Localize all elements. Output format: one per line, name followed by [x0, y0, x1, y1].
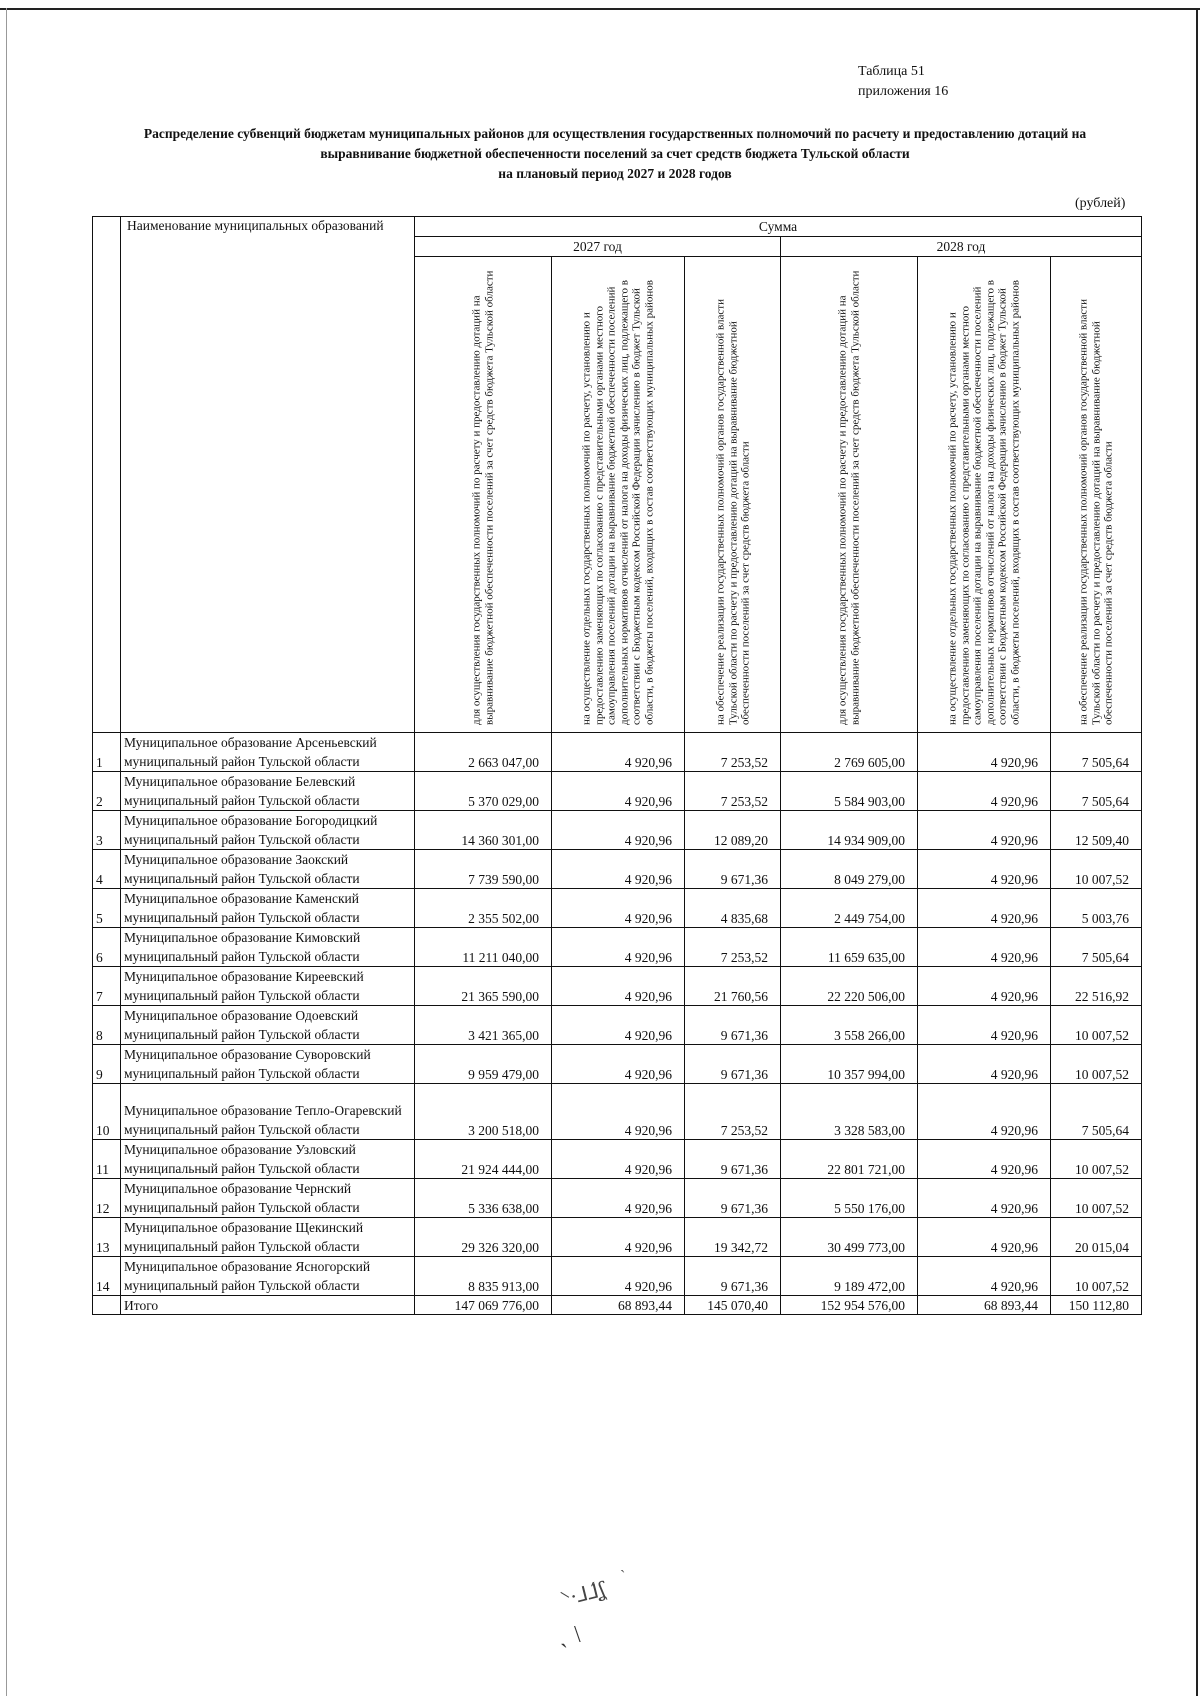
municipality-name: Муниципальное образование Арсеньевский муниципальный район Тульской области [121, 733, 415, 772]
col-header-2028-main: для осуществления государственных полномочий по расчету и предоставлению дотаций на выравнивание бюджетной обеспеченности поселений за счет средств бюджета Тульской области [781, 257, 918, 733]
amount-cell: 30 499 773,00 [781, 1218, 918, 1257]
amount-cell: 4 920,96 [918, 850, 1051, 889]
amount-cell: 4 920,96 [918, 1084, 1051, 1140]
amount-cell: 9 671,36 [685, 1045, 781, 1084]
total-label: Итого [121, 1296, 415, 1315]
year-2027-header: 2027 год [415, 237, 781, 257]
amount-cell: 7 505,64 [1051, 1084, 1142, 1140]
subvention-table [92, 216, 1142, 1315]
amount-cell: 12 509,40 [1051, 811, 1142, 850]
row-number: 4 [93, 850, 121, 889]
sum-header: Сумма [415, 217, 1142, 237]
amount-cell: 10 357 994,00 [781, 1045, 918, 1084]
amount-cell: 2 355 502,00 [415, 889, 552, 928]
amount-cell: 4 920,96 [918, 967, 1051, 1006]
amount-cell: 29 326 320,00 [415, 1218, 552, 1257]
amount-cell: 4 920,96 [552, 850, 685, 889]
amount-cell: 5 370 029,00 [415, 772, 552, 811]
municipality-name: Муниципальное образование Одоевский муниципальный район Тульской области [121, 1006, 415, 1045]
total-value: 152 954 576,00 [781, 1296, 918, 1315]
total-value: 145 070,40 [685, 1296, 781, 1315]
page-border-left [6, 8, 7, 1696]
amount-cell: 20 015,04 [1051, 1218, 1142, 1257]
table-row [93, 811, 1142, 850]
table-row [93, 1257, 1142, 1296]
amount-cell: 7 253,52 [685, 1084, 781, 1140]
title-line-2: выравнивание бюджетной обеспеченности поселений за счет средств бюджета Тульской области [320, 146, 910, 161]
amount-cell: 19 342,72 [685, 1218, 781, 1257]
table-row [93, 1179, 1142, 1218]
amount-cell: 10 007,52 [1051, 1257, 1142, 1296]
row-number: 5 [93, 889, 121, 928]
amount-cell: 2 449 754,00 [781, 889, 918, 928]
amount-cell: 3 421 365,00 [415, 1006, 552, 1045]
table-row [93, 1045, 1142, 1084]
amount-cell: 9 959 479,00 [415, 1045, 552, 1084]
amount-cell: 9 671,36 [685, 1179, 781, 1218]
amount-cell: 11 659 635,00 [781, 928, 918, 967]
amount-cell: 7 253,52 [685, 928, 781, 967]
amount-cell: 4 920,96 [552, 1045, 685, 1084]
col-header-2027-ndfl: на осуществление отдельных государственных полномочий по расчету, установлению и предоставлению заменяющих по согласованию с представительными органами местного самоуправления поселений дотации на выравнивание бюджетной обеспеченности поселений дополнительных нормативов отчислений от налога на доходы физических лиц, подлежащего в соответствии с Бюджетным кодексом Российской Федерации зачислению в бюджет Тульской области, в бюджеты поселений, входящих в состав соответствующих муниципальных районов [552, 257, 685, 733]
col-header-2028-ndfl: на осуществление отдельных государственных полномочий по расчету, установлению и предоставлению заменяющих по согласованию с представительными органами местного самоуправления поселений дотации на выравнивание бюджетной обеспеченности поселений дополнительных нормативов отчислений от налога на доходы физических лиц, подлежащего в соответствии с Бюджетным кодексом Российской Федерации зачислению в бюджет Тульской области, в бюджеты поселений, входящих в состав соответствующих муниципальных районов [918, 257, 1051, 733]
row-number: 6 [93, 928, 121, 967]
municipality-name: Муниципальное образование Тепло-Огаревский муниципальный район Тульской области [121, 1084, 415, 1140]
amount-cell: 7 253,52 [685, 772, 781, 811]
amount-cell: 3 558 266,00 [781, 1006, 918, 1045]
amount-cell: 4 835,68 [685, 889, 781, 928]
amount-cell: 10 007,52 [1051, 1140, 1142, 1179]
amount-cell: 4 920,96 [918, 1006, 1051, 1045]
amount-cell: 21 365 590,00 [415, 967, 552, 1006]
table-number: Таблица 51 [858, 64, 925, 79]
row-number-header [93, 217, 121, 733]
row-number: 3 [93, 811, 121, 850]
municipality-name: Муниципальное образование Заокский муниципальный район Тульской области [121, 850, 415, 889]
document-title [90, 124, 1140, 184]
amount-cell: 9 671,36 [685, 850, 781, 889]
page-border-top [0, 8, 1200, 10]
municipality-name: Муниципальное образование Ясногорский муниципальный район Тульской области [121, 1257, 415, 1296]
amount-cell: 4 920,96 [552, 928, 685, 967]
table-row [93, 967, 1142, 1006]
municipality-name: Муниципальное образование Киреевский муниципальный район Тульской области [121, 967, 415, 1006]
col-header-2028-admin: на обеспечение реализации государственных полномочий органов государственной власти Тульской области по расчету и предоставлению дотаций на выравнивание бюджетной обеспеченности поселений за счет средств бюджета области [1051, 257, 1142, 733]
col-header-2027-admin: на обеспечение реализации государственных полномочий органов государственной власти Тульской области по расчету и предоставлению дотаций на выравнивание бюджетной обеспеченности поселений за счет средств бюджета области [685, 257, 781, 733]
amount-cell: 14 360 301,00 [415, 811, 552, 850]
amount-cell: 4 920,96 [552, 1179, 685, 1218]
table-row [93, 850, 1142, 889]
amount-cell: 4 920,96 [552, 1140, 685, 1179]
amount-cell: 10 007,52 [1051, 850, 1142, 889]
amount-cell: 7 505,64 [1051, 772, 1142, 811]
amount-cell: 22 801 721,00 [781, 1140, 918, 1179]
table-row [93, 1218, 1142, 1257]
currency-unit: (рублей) [1075, 196, 1126, 211]
amount-cell: 11 211 040,00 [415, 928, 552, 967]
amount-cell: 2 663 047,00 [415, 733, 552, 772]
amount-cell: 4 920,96 [918, 1257, 1051, 1296]
row-number: 1 [93, 733, 121, 772]
municipality-name: Муниципальное образование Узловский муниципальный район Тульской области [121, 1140, 415, 1179]
amount-cell: 3 200 518,00 [415, 1084, 552, 1140]
table-row [93, 1006, 1142, 1045]
amount-cell: 7 253,52 [685, 733, 781, 772]
row-number: 9 [93, 1045, 121, 1084]
table-body [93, 733, 1142, 1296]
municipality-name: Муниципальное образование Суворовский муниципальный район Тульской области [121, 1045, 415, 1084]
amount-cell: 4 920,96 [918, 889, 1051, 928]
table-row [93, 1140, 1142, 1179]
amount-cell: 22 220 506,00 [781, 967, 918, 1006]
col-header-2027-main: для осуществления государственных полномочий по расчету и предоставлению дотаций на выравнивание бюджетной обеспеченности поселений за счет средств бюджета Тульской области [415, 257, 552, 733]
amount-cell: 4 920,96 [552, 811, 685, 850]
amount-cell: 9 189 472,00 [781, 1257, 918, 1296]
name-column-header: Наименование муниципальных образований [121, 217, 415, 733]
row-number: 2 [93, 772, 121, 811]
pen-mark: ˋ [620, 1568, 626, 1585]
amount-cell: 8 049 279,00 [781, 850, 918, 889]
amount-cell: 9 671,36 [685, 1257, 781, 1296]
amount-cell: 9 671,36 [685, 1006, 781, 1045]
amount-cell: 3 328 583,00 [781, 1084, 918, 1140]
amount-cell: 7 739 590,00 [415, 850, 552, 889]
amount-cell: 5 550 176,00 [781, 1179, 918, 1218]
amount-cell: 4 920,96 [918, 811, 1051, 850]
amount-cell: 4 920,96 [918, 733, 1051, 772]
total-number-cell [93, 1296, 121, 1315]
amount-cell: 4 920,96 [552, 1218, 685, 1257]
amount-cell: 22 516,92 [1051, 967, 1142, 1006]
row-number: 12 [93, 1179, 121, 1218]
total-value: 68 893,44 [552, 1296, 685, 1315]
municipality-name: Муниципальное образование Кимовский муниципальный район Тульской области [121, 928, 415, 967]
total-value: 68 893,44 [918, 1296, 1051, 1315]
amount-cell: 4 920,96 [918, 772, 1051, 811]
year-2028-header: 2028 год [781, 237, 1142, 257]
row-number: 7 [93, 967, 121, 1006]
total-value: 147 069 776,00 [415, 1296, 552, 1315]
table-row [93, 772, 1142, 811]
amount-cell: 5 336 638,00 [415, 1179, 552, 1218]
handwritten-signature: ⸌·⅃⅃́ʆ [557, 1576, 608, 1612]
amount-cell: 4 920,96 [552, 772, 685, 811]
amount-cell: 4 920,96 [552, 967, 685, 1006]
row-number: 13 [93, 1218, 121, 1257]
total-value: 150 112,80 [1051, 1296, 1142, 1315]
amount-cell: 7 505,64 [1051, 928, 1142, 967]
row-number: 10 [93, 1084, 121, 1140]
page-border-right [1196, 8, 1198, 1696]
amount-cell: 4 920,96 [552, 1257, 685, 1296]
amount-cell: 4 920,96 [918, 1140, 1051, 1179]
municipality-name: Муниципальное образование Белевский муниципальный район Тульской области [121, 772, 415, 811]
municipality-name: Муниципальное образование Богородицкий муниципальный район Тульской области [121, 811, 415, 850]
table-row [93, 1084, 1142, 1140]
amount-cell: 10 007,52 [1051, 1179, 1142, 1218]
amount-cell: 4 920,96 [552, 1084, 685, 1140]
amount-cell: 4 920,96 [918, 1218, 1051, 1257]
amount-cell: 4 920,96 [918, 1179, 1051, 1218]
amount-cell: 14 934 909,00 [781, 811, 918, 850]
amount-cell: 9 671,36 [685, 1140, 781, 1179]
title-line-3: на плановый период 2027 и 2028 годов [498, 166, 732, 181]
table-row [93, 889, 1142, 928]
table-row [93, 733, 1142, 772]
total-row [93, 1296, 1142, 1315]
municipality-name: Муниципальное образование Щекинский муниципальный район Тульской области [121, 1218, 415, 1257]
amount-cell: 5 584 903,00 [781, 772, 918, 811]
amount-cell: 21 760,56 [685, 967, 781, 1006]
amount-cell: 4 920,96 [918, 1045, 1051, 1084]
pen-stroke: ˎ \ [560, 1622, 581, 1648]
amount-cell: 4 920,96 [552, 1006, 685, 1045]
municipality-name: Муниципальное образование Чернский муниципальный район Тульской области [121, 1179, 415, 1218]
amount-cell: 8 835 913,00 [415, 1257, 552, 1296]
row-number: 11 [93, 1140, 121, 1179]
amount-cell: 4 920,96 [552, 733, 685, 772]
amount-cell: 10 007,52 [1051, 1006, 1142, 1045]
amount-cell: 10 007,52 [1051, 1045, 1142, 1084]
amount-cell: 2 769 605,00 [781, 733, 918, 772]
amount-cell: 21 924 444,00 [415, 1140, 552, 1179]
table-row [93, 928, 1142, 967]
table-reference [858, 62, 948, 102]
amount-cell: 4 920,96 [918, 928, 1051, 967]
appendix-number: приложения 16 [858, 84, 949, 99]
municipality-name: Муниципальное образование Каменский муниципальный район Тульской области [121, 889, 415, 928]
row-number: 14 [93, 1257, 121, 1296]
amount-cell: 5 003,76 [1051, 889, 1142, 928]
title-line-1: Распределение субвенций бюджетам муниципальных районов для осуществления государственных полномочий по расчету и предоставлению дотаций на [143, 126, 1087, 141]
amount-cell: 7 505,64 [1051, 733, 1142, 772]
amount-cell: 4 920,96 [552, 889, 685, 928]
amount-cell: 12 089,20 [685, 811, 781, 850]
row-number: 8 [93, 1006, 121, 1045]
